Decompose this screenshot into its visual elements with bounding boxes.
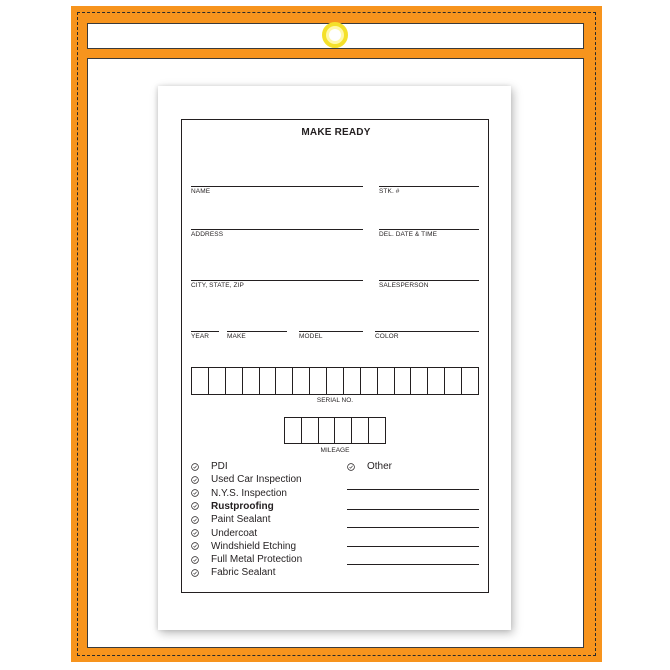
serial-digit-box[interactable] <box>276 368 293 394</box>
city-line[interactable] <box>191 280 363 281</box>
year-line[interactable] <box>191 331 219 332</box>
checkbox-circle-icon[interactable] <box>191 542 199 550</box>
other-line-1[interactable] <box>347 489 479 490</box>
mileage-digit-box[interactable] <box>285 418 302 443</box>
make-line[interactable] <box>227 331 287 332</box>
stock-label: STK. # <box>379 188 400 195</box>
year-label: YEAR <box>191 333 210 340</box>
serial-digit-box[interactable] <box>361 368 378 394</box>
mileage-digit-box[interactable] <box>302 418 319 443</box>
serial-digit-box[interactable] <box>327 368 344 394</box>
serial-digit-box[interactable] <box>243 368 260 394</box>
mileage-digit-box[interactable] <box>352 418 369 443</box>
checklist-item-label: PDI <box>211 461 228 472</box>
checklist-item[interactable] <box>191 487 287 500</box>
checklist-item[interactable] <box>191 540 296 553</box>
checklist-item-other[interactable] <box>347 460 392 473</box>
checklist-item-label: Undercoat <box>211 527 258 539</box>
checklist-item-label: Rustproofing <box>211 500 274 512</box>
delivery-label: DEL. DATE & TIME <box>379 231 438 238</box>
mileage-boxes[interactable] <box>284 417 386 444</box>
other-label: Other <box>367 461 393 472</box>
other-line-3[interactable] <box>347 527 479 528</box>
other-line-2[interactable] <box>347 509 479 510</box>
other-line-5[interactable] <box>347 564 479 565</box>
checklist-item-label: Used Car Inspection <box>211 474 302 486</box>
checkbox-circle-icon[interactable] <box>191 502 199 510</box>
stock-line[interactable] <box>379 186 479 187</box>
checkbox-circle-icon[interactable] <box>191 569 199 577</box>
address-label: ADDRESS <box>191 231 224 238</box>
color-label: COLOR <box>375 333 399 340</box>
mileage-digit-box[interactable] <box>369 418 386 443</box>
serial-digit-box[interactable] <box>192 368 209 394</box>
checklist-item[interactable] <box>191 553 302 566</box>
name-line[interactable] <box>191 186 363 187</box>
checklist-item-label: Full Metal Protection <box>211 554 303 566</box>
serial-digit-box[interactable] <box>344 368 361 394</box>
checklist-item[interactable] <box>191 566 275 579</box>
model-label: MODEL <box>299 333 323 340</box>
grommet-hole-icon <box>322 22 348 48</box>
name-label: NAME <box>191 188 211 195</box>
checklist-item[interactable] <box>191 527 257 540</box>
checklist-item-label: Paint Sealant <box>211 514 271 526</box>
serial-digit-box[interactable] <box>310 368 327 394</box>
mileage-label: MILEAGE <box>320 447 350 454</box>
serial-digit-box[interactable] <box>445 368 462 394</box>
serial-digit-box[interactable] <box>260 368 277 394</box>
checkbox-circle-icon[interactable] <box>191 489 199 497</box>
salesperson-label: SALESPERSON <box>379 282 429 289</box>
make-label: MAKE <box>227 333 246 340</box>
checkbox-circle-icon[interactable] <box>347 463 355 471</box>
delivery-line[interactable] <box>379 229 479 230</box>
address-line[interactable] <box>191 229 363 230</box>
checklist-item[interactable] <box>191 460 228 473</box>
checkbox-circle-icon[interactable] <box>191 476 199 484</box>
color-line[interactable] <box>375 331 479 332</box>
mileage-digit-box[interactable] <box>335 418 352 443</box>
serial-digit-box[interactable] <box>462 368 479 394</box>
salesperson-line[interactable] <box>379 280 479 281</box>
form-title: MAKE READY <box>301 127 371 138</box>
checklist-item-label: N.Y.S. Inspection <box>211 487 287 499</box>
checklist-item[interactable] <box>191 500 274 513</box>
make-ready-card <box>158 86 511 630</box>
serial-digit-box[interactable] <box>411 368 428 394</box>
serial-digit-box[interactable] <box>293 368 310 394</box>
checklist-item[interactable] <box>191 473 302 486</box>
serial-digit-box[interactable] <box>395 368 412 394</box>
checkbox-circle-icon[interactable] <box>191 463 199 471</box>
serial-digit-box[interactable] <box>378 368 395 394</box>
checklist-item-label: Fabric Sealant <box>211 567 276 579</box>
city-label: CITY, STATE, ZIP <box>191 282 244 289</box>
serial-digit-box[interactable] <box>226 368 243 394</box>
other-line-4[interactable] <box>347 546 479 547</box>
model-line[interactable] <box>299 331 363 332</box>
serial-digit-box[interactable] <box>209 368 226 394</box>
form-frame <box>181 119 489 593</box>
serial-digit-box[interactable] <box>428 368 445 394</box>
checkbox-circle-icon[interactable] <box>191 516 199 524</box>
serial-label: SERIAL NO. <box>316 397 354 404</box>
serial-number-boxes[interactable] <box>191 367 479 395</box>
checkbox-circle-icon[interactable] <box>191 556 199 564</box>
checklist-item[interactable] <box>191 513 271 526</box>
checkbox-circle-icon[interactable] <box>191 529 199 537</box>
mileage-digit-box[interactable] <box>319 418 336 443</box>
checklist-item-label: Windshield Etching <box>211 540 297 552</box>
